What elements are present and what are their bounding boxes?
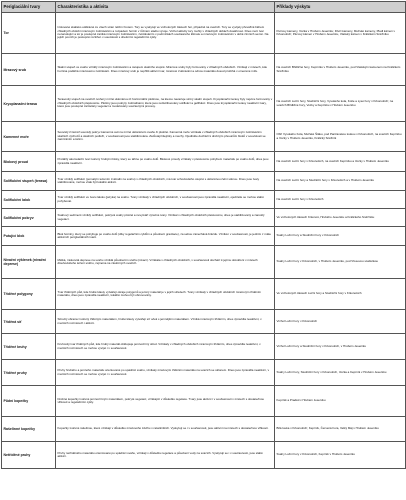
description-cell: Svahový sediment vzniklý soliflukcí, pokrývá svahy plošně a nevytváří výrazné tvary. Vznikal v chladných obdobích pleistocénu, dnes je stabilizovaný a zarostlý vegetací. (56, 209, 275, 227)
description-cell: Drobné kopečky tvořené jemnozrnným materiálem, pokryté vegetací, vznikající v důsledku regelace. Tvary jsou aktivní i v současnosti v místech s dostatečnou vlhkostí a regelačními cykly. (56, 386, 275, 417)
form-cell: Kamenné moře (2, 122, 56, 152)
examples-cell: Vrchol Luční hory v Krkonoších (275, 310, 406, 334)
examples-cell: Na svazích Luční hory, Studniční hory, Vysokého kola, Kotle a Lysé hory v Krkonoších; na svazích Břidličné hory, Vozky a Keprníku v Hrubém Jeseníku (275, 86, 406, 122)
examples-cell: Svahy Luční hory a Studniční hory v Krkonoších (275, 227, 406, 246)
form-cell: Nivační výklenek (nivační deprese) (2, 246, 56, 279)
form-cell: Mrazový srub (2, 54, 56, 86)
examples-cell: Na svazích Luční hory a Studniční hory v Krkonoších a v Hrubém Jeseníku (275, 172, 406, 191)
examples-cell: Vrchol Luční hory a Studniční hory v Krkonoších, v Hrubém Jeseníku (275, 334, 406, 360)
examples-cell: Ve vrcholových částech Luční hory a Studniční hory v Krkonoších (275, 279, 406, 310)
description-cell: Mělká, miskovitá deprese na svahu vzniklá působením sněhu (nivací). Vznikala v chladných obdobích, v současnosti dochází k jejímu dotváření v místech dlouhodobého ležení sněhu, zejména na závětrných svazích. (56, 246, 275, 279)
examples-cell: Na svazích Břidličné hory, Keprníku v Hrubém Jeseníku, pod Vlašským kamenem na Králickém Sněžníku (275, 54, 406, 86)
description-cell: Protáhlý akumulační tvar tvořený hrubými bloky, který se táhne po svahu dolů. Blokové proudy vznikaly v pleistocénu pohybem materiálu po svahu dolů, dnes jsou zpravidla neaktivní. (56, 152, 275, 172)
table-row (2, 417, 406, 442)
table-row (2, 54, 406, 86)
description-cell: Kruhovitý tvar tříděných půd, kde hrubý materiál obklopuje jemnozrnný střed. Vznikaly v chladných obdobích mrazovým tříděním, dnes zpravidla neaktivní, v menších rozměrech se mohou vyvíjet i v současnosti. (56, 334, 275, 360)
table-row (2, 172, 406, 191)
form-cell: Soliflukční pokryv (2, 209, 56, 227)
table-header-row (2, 2, 406, 13)
form-cell: Rašelinné kopečky (2, 417, 56, 442)
form-cell: Putující blok (2, 227, 56, 246)
description-cell: Skalní stupeň ve svahu vzniklý mrazovým zvětráváním a ústupem skalního stupně. Mrazové sruby byly formovány v chladných obdobích. Vznikají v místech, kde hornina podléhá mrazovému zvětrávání. Dnes mrazový srub je nepříliš aktivní tvar, mrazové zvětrávání a odnos materiálu dosud probíhá v omezené míře. (56, 54, 275, 86)
table-row (2, 386, 406, 417)
form-cell: Blokový proud (2, 152, 56, 172)
table-row (2, 246, 406, 279)
examples-cell: Na svazích Luční hory v Krkonoších (275, 191, 406, 209)
examples-cell: Na svazích Luční hory v Krkonoších, na svazích Keprníku a Vozky v Hrubém Jeseníku (275, 152, 406, 172)
form-cell: Půdní kopečky (2, 386, 56, 417)
description-cell: Tvar vzniklý soliflukcí (pomalým tečením zvětralin na svahu) v chladných obdobích, má tvar schodovitého stupně s ukloněnou čelní stěnou. Dnes jsou tvary stabilizované, mohou však být lokálně aktivní. (56, 172, 275, 191)
table-row (2, 13, 406, 54)
table-row (2, 86, 406, 122)
table-row (2, 191, 406, 209)
form-cell: Kryoplanační terasa (2, 86, 56, 122)
examples-cell: Svahy Luční hory v Krkonoších, Keprník v Hrubém Jeseníku (275, 442, 406, 469)
examples-cell: Keprník a Praděd v Hrubém Jeseníku (275, 386, 406, 417)
description-cell: Blok horniny, který se pohybuje po svahu dolů (díky regelačním cyklům a působení gravitace), za sebou zanechává brázdu. Vzniká i v současnosti, je jedním z mála aktivních periglaciálních tvarů. (56, 227, 275, 246)
table-row (2, 442, 406, 469)
form-cell: Tříděné kruhy (2, 334, 56, 360)
examples-cell: Ve vrcholových částech Krkonoš, Hrubého Jeseníku a Králického Sněžníku (275, 209, 406, 227)
description-cell: Terasovitý stupeň na svazích tvořený mírně ukloněnou či horizontální plošinou, na kterou navazuje strmý skalní stupeň. Kryoplanační terasy byly nejvíce formovány v chladných obdobích pleistocénu. Plošiny jsou pokryty zvětralinami, které jsou redistribuovány soliflukcí a geliflukcí. Dnes jsou kryoplanační terasy neaktivní tvary, které jsou postupně zarůstány vegetací a modelovány současnými procesy. (56, 86, 275, 122)
description-cell: Kopečky tvořené rašelinou, které vznikají v důsledku mrazového zdvihu v rašeliništích. Vyskytují se i v současnosti, jsou aktivní na místech s dostatečnou vlhkostí. (56, 417, 275, 442)
table-row (2, 334, 406, 360)
examples-cell: Obří Vysokého Kola, Mužské Štáku, pod Pančavskou loukou v Krkonoších, na svazích Keprníku a Vozky v Hrubém Jeseníku, Králický Sněžník (275, 122, 406, 152)
examples-cell: Bílá louka v Krkonoších; Keprník, Červená hora, Velký Máj v Hrubém Jeseníku (275, 417, 406, 442)
table-row (2, 152, 406, 172)
table-row (2, 310, 406, 334)
description-cell: Pruhy hrubého a jemného materiálu orientované po spádnici svahu, vznikaly mrazovým tříděním materiálu na svazích se sklonem. Dnes jsou zpravidla neaktivní, v menších rozměrech se mohou vyvíjet i v současnosti. (56, 360, 275, 386)
table-row (2, 279, 406, 310)
description-cell: Tvar vzniklý soliflukcí ve tvaru laloku (jazyka) na svahu. Tvary vznikaly v chladných obdobích, v současnosti jsou zpravidla neaktivní, ojediněle se mohou slabě pohybovat. (56, 191, 275, 209)
form-cell: Soliflukční stupeň (terasa) (2, 172, 56, 191)
description-cell: Síťovitý obrazec tvořený tříděným materiálem, hrubé klasty vytvářejí síť oček s jemnějším materiálem. Vzniká mrazovým tříděním, dnes zpravidla neaktivní, v menších rozměrech i aktivní. (56, 310, 275, 334)
form-cell: Netříděné pruhy (2, 442, 56, 469)
examples-cell: Svahy Luční hory v Krkonoších, v Hrubém Jeseníku, pod Vřesovou studánkou (275, 246, 406, 279)
table-row (2, 227, 406, 246)
description-cell: Izolované skalisko oddělené ze všech stran něčím hrotem. Tory se vyskytují ve vrcholových částech hor, případně na svazích. Tory se vyvíjely převážně během chladných období mrazovým zvětráváním a rozpadem hornin v různém stádiu vývoje. Vrchol aktivity tory mohly v chladných dobách dosáhnout. Dnes není tvar nenarušující a tor je postupně zaniká mrazovým zvětráváním, zvětráváním v podmínkách současného klimatu a mrazovým zvětráváním v době zimních sezon. Na jejich povrch je postupně rozšířen v souvislosti s dnešními regelačními cykly. (56, 13, 275, 54)
examples-cell: Svahy Luční hory, Studniční hory v Krkonoších, Vozka a Keprník v Hrubém Jeseníku (275, 360, 406, 386)
header-form: Periglaciální tvary (2, 2, 56, 13)
description-cell: Pruhy netříděného materiálu orientované po spádnici svahu, vznikají v důsledku regelace a působení vody na svazích. Vyskytují se i v současnosti, jsou slabě aktivní. (56, 442, 275, 469)
form-cell: Tříděné polygony (2, 279, 56, 310)
form-cell: Soliflukční lalok (2, 191, 56, 209)
document-page (1, 1, 405, 499)
description-cell: Souvislý či téměř souvislý pokryv kamenné suti na mírně ukloněném svahu či plošině. Kamenná moře vznikala v chladných obdobích mrazovým zvětráváním skalních výchozů a skalních podloží, v současnosti jsou stabilizována. Zarůstají lišejníky a mechy. Ojediněle dochází k drobným přesunům bloků v souvislosti se zamrzáním a táním. (56, 122, 275, 152)
header-examples: Příklady výskytu (275, 2, 406, 13)
form-cell: Tříděná síť (2, 310, 56, 334)
table-row (2, 122, 406, 152)
table-row (2, 360, 406, 386)
table-row (2, 209, 406, 227)
periglacial-forms-table (1, 1, 406, 469)
form-cell: Tříděné pruhy (2, 360, 56, 386)
examples-cell: Petrovy kameny, Vozka v Hrubém Jeseníku; Dívčí kameny, Mužské kameny, Pladl kámen v Krkonoších; Pěcový kámen v Hrubém Jeseníku, Vlašský kámen v Králickém Sněžníku (275, 13, 406, 54)
description-cell: Tvar tříděných půd, kde hrubé klasty vytvářejí okraje polygonů a jemný materiál je v jejich středech. Tvary vznikaly v chladných obdobích mrazovým tříděním materiálu, dnes jsou zpravidla neaktivní, lokálně mohou být obnovovány. (56, 279, 275, 310)
form-cell: Tor (2, 13, 56, 54)
header-characteristics: Charakteristika a aktivita (56, 2, 275, 13)
